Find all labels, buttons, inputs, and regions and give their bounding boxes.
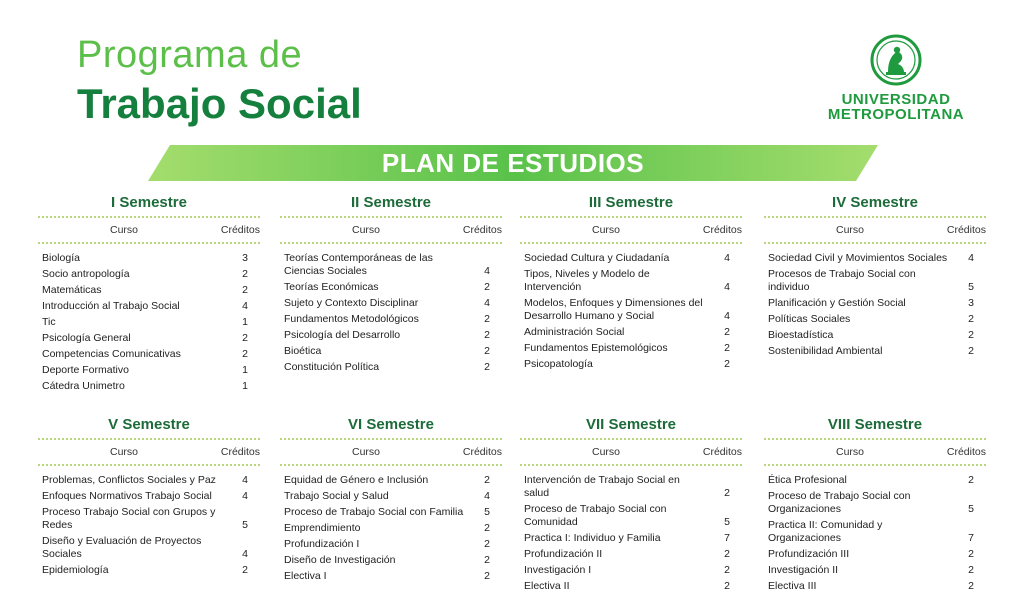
course-row (520, 564, 742, 577)
course-credits: 2 (724, 580, 730, 592)
course-row (764, 519, 986, 545)
course-row (520, 297, 742, 323)
course-row (520, 342, 742, 355)
course-row (520, 268, 742, 294)
course-name: Sociedad Civil y Movimientos Sociales (768, 252, 948, 264)
course-row (38, 490, 260, 503)
course-row (520, 503, 742, 529)
semester-title: VI Semestre (348, 416, 434, 433)
plan-banner (148, 145, 878, 181)
semester-title: IV Semestre (832, 194, 918, 211)
course-name: Fundamentos Epistemológicos (524, 342, 668, 354)
course-credits: 2 (484, 345, 490, 357)
course-row (280, 329, 502, 342)
course-row (764, 548, 986, 561)
course-row (38, 380, 260, 393)
course-name: Deporte Formativo (42, 364, 129, 376)
course-name: Administración Social (524, 326, 625, 338)
course-credits: 2 (968, 345, 974, 357)
course-row (280, 554, 502, 567)
course-name: Sociedad Cultura y Ciudadanía (524, 252, 670, 264)
university-name-1: UNIVERSIDAD (841, 91, 951, 108)
course-name: Emprendimiento (284, 522, 361, 534)
course-name: Biología (42, 252, 80, 264)
course-credits: 4 (724, 281, 730, 293)
course-name: Electiva I (284, 570, 327, 582)
course-row (38, 268, 260, 281)
course-name: Profundización I (284, 538, 360, 550)
table-header (38, 440, 260, 464)
course-name: Epidemiología (42, 564, 109, 576)
course-credits: 2 (484, 361, 490, 373)
course-name: Tipos, Niveles y Modelo de Intervención (524, 268, 650, 293)
table-header (520, 440, 742, 464)
course-row (764, 329, 986, 342)
university-seal-icon (870, 34, 922, 86)
course-name: Constitución Política (284, 361, 380, 373)
table-header (764, 218, 986, 242)
course-credits: 4 (484, 265, 490, 277)
semester-block (764, 194, 986, 361)
semester-title: I Semestre (111, 194, 187, 211)
course-row (764, 564, 986, 577)
course-row (280, 345, 502, 358)
course-credits: 4 (484, 490, 490, 502)
semester-block (764, 416, 986, 596)
course-credits: 2 (968, 313, 974, 325)
course-row (520, 252, 742, 265)
university-name-2: METROPOLITANA (827, 106, 965, 123)
course-name: Modelos, Enfoques y Dimensiones del Desarrollo Humano y Social (524, 297, 703, 322)
course-name: Problemas, Conflictos Sociales y Paz (42, 474, 216, 486)
course-credits: 7 (968, 532, 974, 544)
course-row (280, 506, 502, 519)
course-credits: 1 (242, 364, 248, 376)
course-name: Trabajo Social y Salud (284, 490, 389, 502)
course-column-header: Curso (591, 446, 620, 458)
course-credits: 2 (484, 522, 490, 534)
course-name: Tic (42, 316, 56, 328)
course-row (520, 326, 742, 339)
course-row (38, 506, 260, 532)
course-row (38, 316, 260, 329)
credits-column-header: Créditos (220, 224, 260, 236)
course-name: Diseño y Evaluación de Proyectos Sociales (42, 535, 202, 560)
course-name: Planificación y Gestión Social (768, 297, 906, 309)
course-name: Socio antropología (42, 268, 130, 280)
table-header (280, 218, 502, 242)
course-name: Sostenibilidad Ambiental (768, 345, 883, 357)
course-name: Bioética (284, 345, 322, 357)
course-name: Psicopatología (524, 358, 593, 370)
semester-title: V Semestre (108, 416, 190, 433)
course-name: Profundización III (768, 548, 850, 560)
course-credits: 2 (484, 474, 490, 486)
course-name: Políticas Sociales (768, 313, 851, 325)
course-row (520, 548, 742, 561)
course-column-header: Curso (351, 224, 380, 236)
course-row (764, 580, 986, 593)
course-name: Practica I: Individuo y Familia (524, 532, 661, 544)
course-credits: 4 (242, 474, 248, 486)
course-credits: 2 (968, 329, 974, 341)
course-row (38, 284, 260, 297)
course-row (38, 364, 260, 377)
course-credits: 1 (242, 316, 248, 328)
course-column-header: Curso (109, 446, 138, 458)
course-name: Procesos de Trabajo Social con individuo (768, 268, 916, 293)
course-name: Electiva II (524, 580, 570, 592)
semester-title: VIII Semestre (827, 416, 923, 433)
course-row (764, 268, 986, 294)
course-credits: 2 (724, 326, 730, 338)
course-credits: 2 (484, 570, 490, 582)
course-credits: 2 (484, 329, 490, 341)
course-name: Bioestadística (768, 329, 834, 341)
course-column-header: Curso (591, 224, 620, 236)
course-row (38, 348, 260, 361)
course-credits: 2 (968, 474, 974, 486)
course-name: Teorías Contemporáneas de las Ciencias Sociales (284, 252, 433, 277)
course-credits: 4 (242, 548, 248, 560)
course-credits: 2 (724, 342, 730, 354)
course-row (764, 313, 986, 326)
course-credits: 2 (724, 358, 730, 370)
course-row (280, 252, 502, 278)
course-credits: 2 (484, 538, 490, 550)
course-name: Sujeto y Contexto Disciplinar (284, 297, 419, 309)
course-credits: 2 (242, 564, 248, 576)
credits-column-header: Créditos (462, 446, 502, 458)
program-title-line2: Trabajo Social (77, 80, 362, 127)
course-name: Psicología General (42, 332, 131, 344)
course-row (520, 580, 742, 593)
course-row (38, 474, 260, 487)
course-name: Fundamentos Metodológicos (284, 313, 419, 325)
course-row (280, 522, 502, 535)
course-credits: 2 (724, 548, 730, 560)
course-name: Equidad de Género e Inclusión (284, 474, 429, 486)
table-header (38, 218, 260, 242)
course-credits: 1 (242, 380, 248, 392)
course-row (38, 252, 260, 265)
course-credits: 7 (724, 532, 730, 544)
course-row (764, 252, 986, 265)
course-row (764, 345, 986, 358)
credits-column-header: Créditos (702, 224, 742, 236)
course-credits: 4 (724, 310, 730, 322)
course-name: Introducción al Trabajo Social (42, 300, 180, 312)
course-row (38, 300, 260, 313)
course-credits: 4 (724, 252, 730, 264)
course-column-header: Curso (835, 446, 864, 458)
course-row (280, 570, 502, 583)
semester-title: VII Semestre (585, 416, 677, 433)
program-title-line1: Programa de (77, 34, 303, 76)
course-row (520, 358, 742, 371)
course-credits: 5 (242, 519, 248, 531)
credits-column-header: Créditos (946, 224, 986, 236)
table-header (520, 218, 742, 242)
course-name: Proceso de Trabajo Social con Comunidad (524, 503, 667, 528)
course-row (280, 281, 502, 294)
course-credits: 2 (724, 487, 730, 499)
course-row (520, 532, 742, 545)
course-row (280, 361, 502, 374)
course-row (280, 297, 502, 310)
course-name: Competencias Comunicativas (42, 348, 181, 360)
course-name: Profundización II (524, 548, 603, 560)
semester-block (38, 194, 260, 396)
course-credits: 2 (484, 554, 490, 566)
course-credits: 2 (724, 564, 730, 576)
course-row (38, 332, 260, 345)
course-credits: 2 (242, 284, 248, 296)
course-credits: 5 (968, 281, 974, 293)
course-credits: 5 (968, 503, 974, 515)
course-row (520, 474, 742, 500)
course-credits: 2 (968, 580, 974, 592)
course-name: Investigación I (524, 564, 592, 576)
semester-title: II Semestre (350, 194, 432, 211)
semester-block (38, 416, 260, 580)
semester-block (280, 194, 502, 377)
course-name: Teorías Económicas (284, 281, 379, 293)
course-credits: 3 (968, 297, 974, 309)
course-credits: 5 (724, 516, 730, 528)
course-row (280, 490, 502, 503)
course-column-header: Curso (835, 224, 864, 236)
course-row (764, 474, 986, 487)
course-name: Proceso Trabajo Social con Grupos y Redes (42, 506, 216, 531)
course-name: Intervención de Trabajo Social en salud (524, 474, 680, 499)
course-name: Investigación II (768, 564, 839, 576)
course-row (38, 535, 260, 561)
course-credits: 4 (242, 490, 248, 502)
course-name: Ética Profesional (768, 474, 847, 486)
course-name: Cátedra Unimetro (42, 380, 125, 392)
course-credits: 2 (484, 313, 490, 325)
credits-column-header: Créditos (702, 446, 742, 458)
semester-block (520, 194, 742, 374)
course-row (38, 564, 260, 577)
course-column-header: Curso (351, 446, 380, 458)
course-name: Matemáticas (42, 284, 102, 296)
course-credits: 2 (242, 348, 248, 360)
course-credits: 2 (484, 281, 490, 293)
course-credits: 2 (242, 268, 248, 280)
credits-column-header: Créditos (462, 224, 502, 236)
course-credits: 4 (242, 300, 248, 312)
course-credits: 2 (968, 548, 974, 560)
course-name: Proceso de Trabajo Social con Familia (284, 506, 464, 518)
credits-column-header: Créditos (220, 446, 260, 458)
course-credits: 4 (484, 297, 490, 309)
course-credits: 2 (242, 332, 248, 344)
university-logo (826, 34, 966, 122)
course-row (280, 474, 502, 487)
course-credits: 4 (968, 252, 974, 264)
course-name: Psicología del Desarrollo (284, 329, 401, 341)
course-credits: 2 (968, 564, 974, 576)
course-row (280, 313, 502, 326)
table-header (280, 440, 502, 464)
table-header (764, 440, 986, 464)
course-name: Electiva III (768, 580, 817, 592)
course-credits: 5 (484, 506, 490, 518)
course-name: Proceso de Trabajo Social con Organizaciones (768, 490, 911, 515)
semester-block (280, 416, 502, 586)
semester-title: III Semestre (588, 194, 674, 211)
credits-column-header: Créditos (946, 446, 986, 458)
course-credits: 3 (242, 252, 248, 264)
course-name: Practica II: Comunidad y Organizaciones (768, 519, 883, 544)
course-column-header: Curso (109, 224, 138, 236)
course-row (764, 297, 986, 310)
course-name: Diseño de Investigación (284, 554, 396, 566)
course-row (280, 538, 502, 551)
course-row (764, 490, 986, 516)
semester-block (520, 416, 742, 596)
course-name: Enfoques Normativos Trabajo Social (42, 490, 212, 502)
banner-title: PLAN DE ESTUDIOS (381, 148, 645, 178)
